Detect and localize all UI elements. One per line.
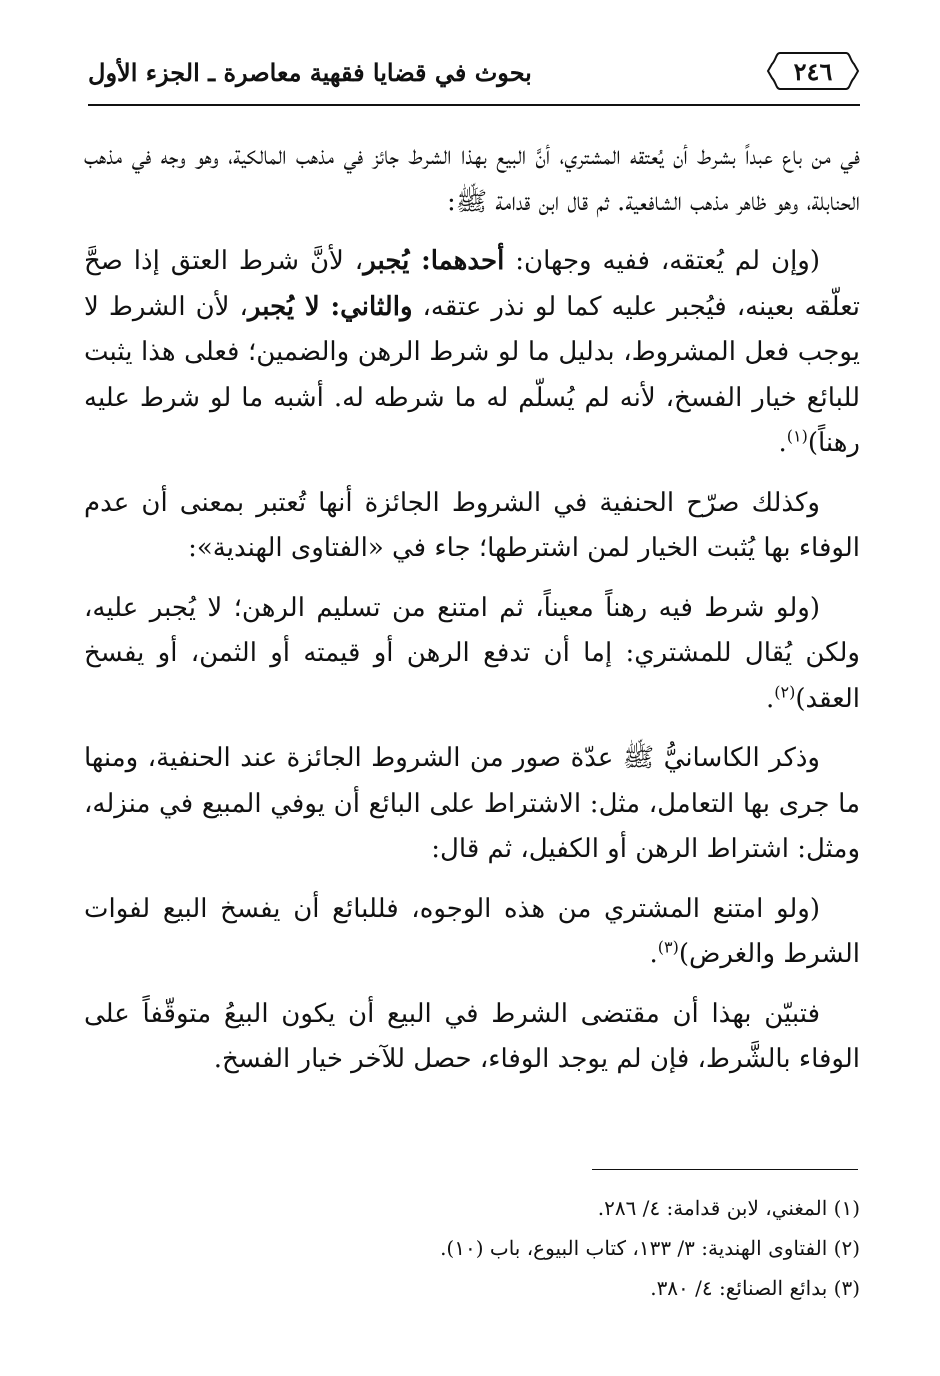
page-number-badge	[766, 50, 860, 92]
page-number: ٢٤٦	[793, 56, 833, 86]
bold-second-opinion: والثاني: لا يُجبر	[247, 291, 413, 322]
quote-hindiyya	[84, 586, 860, 723]
quote-text: (ولو شرط فيه رهناً معيناً، ثم امتنع من تسليم الرهن؛ لا يُجبر عليه، ولكن يُقال للمشتري: إما أن تدفع الرهن أو قيمته أو الثمن، أو يفسخ العقد)	[84, 592, 860, 714]
quote-text: ، لأنَّ شرط العتق إذا صحَّ تعلّقه بعينه، فيُجبر عليه كما لو نذر عتقه،	[84, 246, 860, 322]
page-body	[84, 134, 860, 1097]
footnote-divider	[592, 1169, 858, 1170]
page-header	[88, 50, 860, 106]
footnotes	[84, 1188, 860, 1308]
footnote-ref-1[interactable]: (١)	[786, 426, 808, 446]
footnote-3: (٣) بدائع الصنائع: ٤/ ٣٨٠.	[650, 1276, 860, 1300]
quote-kasani	[84, 887, 860, 978]
quote-text: (وإن لم يُعتقه، ففيه وجهان:	[504, 246, 821, 276]
paragraph-3: وكذلك صرّح الحنفية في الشروط الجائزة أنها تُعتبر بمعنى أن عدم الوفاء بها يُثبت الخيار لمن اشترطها؛ جاء في «الفتاوى الهندية»:	[84, 487, 860, 563]
bold-first-opinion: أحدهما: يُجبر	[363, 246, 505, 276]
quote-end: .	[766, 683, 775, 714]
quote-end: .	[778, 428, 787, 458]
quote-ibn-qudama	[84, 239, 860, 467]
paragraph-5: وذكر الكاسانيُّ ﷺ عدّة صور من الشروط الجائزة عند الحنفية، ومنها ما جرى بها التعامل، مثل: الاشتراط على البائع أن يوفي المبيع في منزله، ومثل: اشتراط الرهن أو الكفيل، ثم قال:	[84, 743, 860, 864]
paragraph-1: في من باع عبداً بشرط أن يُعتقه المشتري، أنَّ البيع بهذا الشرط جائز في مذهب المالكية، وهو وجه في مذهب الحنابلة، وهو ظاهر مذهب الشافعية. ثم قال ابن قدامة ﷺ:	[84, 141, 860, 217]
running-title: بحوث في قضايا فقهية معاصرة ـ الجزء الأول	[88, 58, 532, 87]
quote-end: .	[649, 939, 658, 969]
footnote-ref-3[interactable]: (٣)	[657, 937, 679, 957]
footnote-2: (٢) الفتاوى الهندية: ٣/ ١٣٣، كتاب البيوع، باب (١٠).	[440, 1236, 860, 1260]
quote-text: (ولو امتنع المشتري من هذه الوجوه، فللبائع أن يفسخ البيع لفوات الشرط والغرض)	[84, 893, 860, 969]
quote-text: ، لأن الشرط لا يوجب فعل المشروط، بدليل ما لو شرط الرهن والضمين؛ فعلى هذا يثبت للبائع خيار الفسخ، لأنه لم يُسلّم له ما شرطه له. أشبه ما لو شرط عليه رهناً)	[84, 291, 860, 458]
footnote-ref-2[interactable]: (٢)	[774, 681, 796, 701]
footnote-1: (١) المغني، لابن قدامة: ٤/ ٢٨٦.	[597, 1196, 860, 1220]
paragraph-7: فتبيّن بهذا أن مقتضى الشرط في البيع أن يكون البيعُ متوقّفاً على الوفاء بالشَّرط، فإن لم يوجد الوفاء، حصل للآخر خيار الفسخ.	[84, 998, 860, 1074]
